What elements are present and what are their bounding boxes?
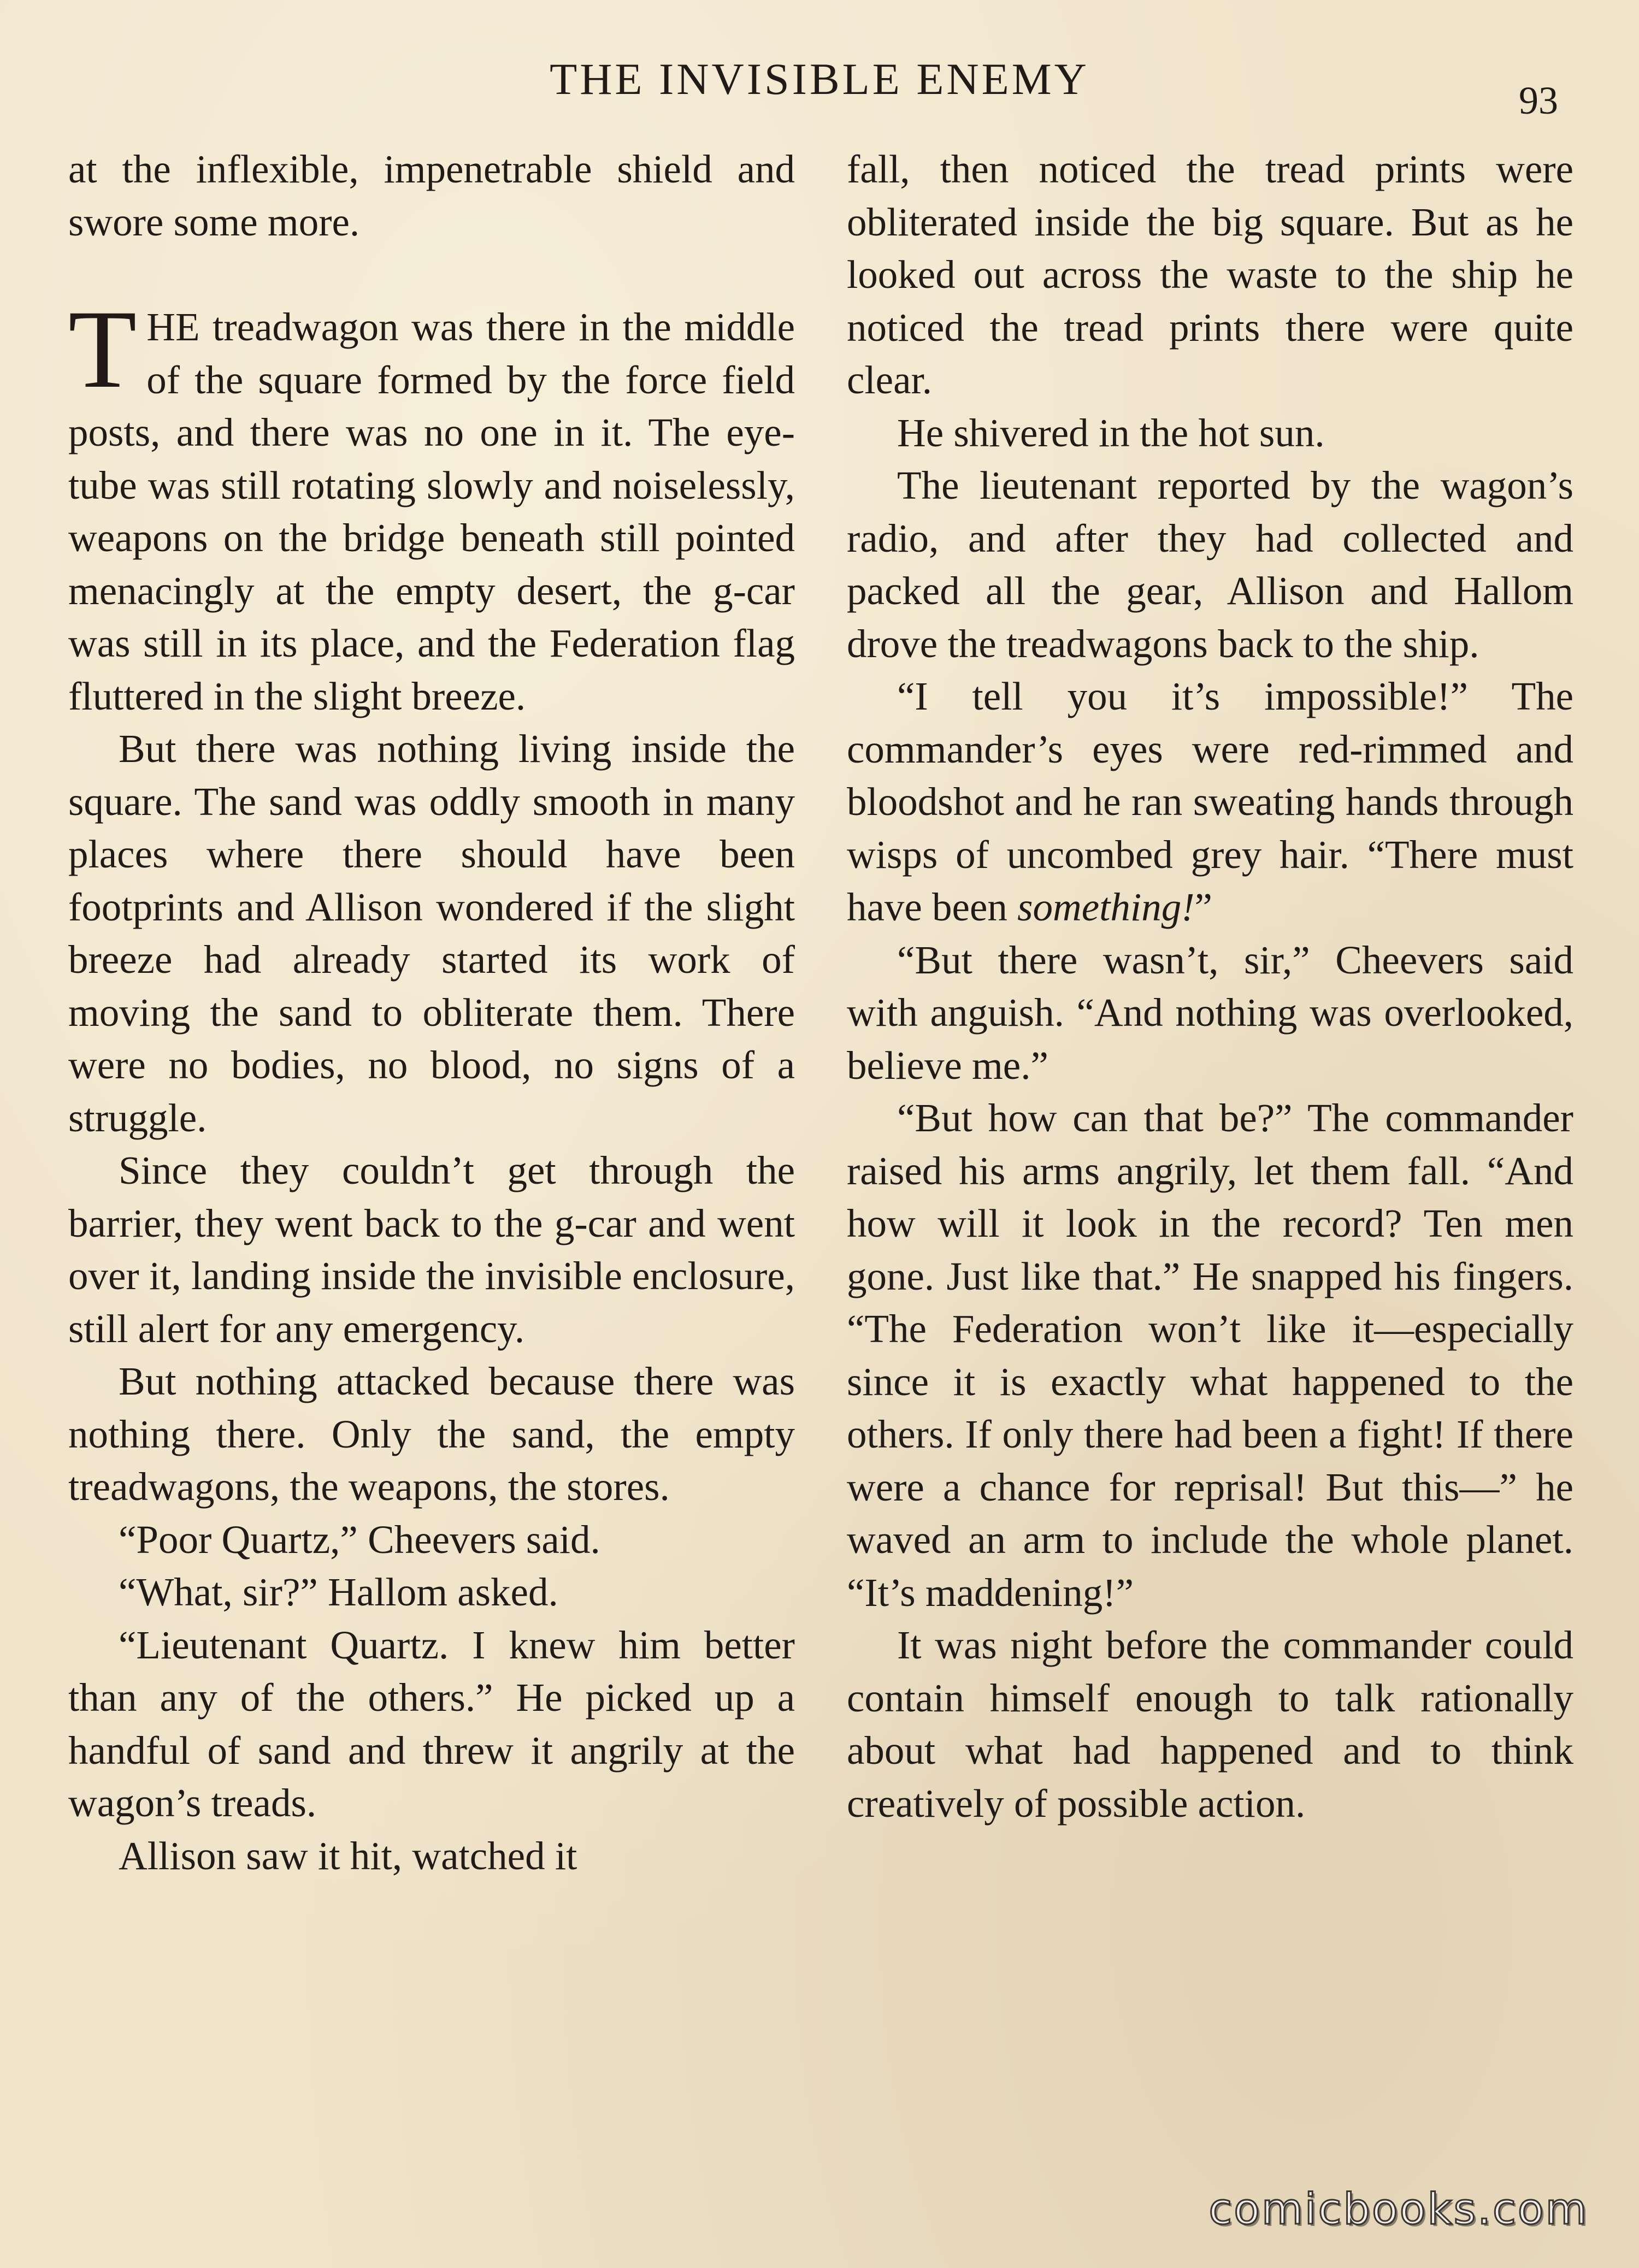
paragraph: “But how can that be?” The commander raised his arms angrily, let them fall. “And how will it look in the record? Ten men gone. Just like that.” He snapped his fingers. “The Federation won’t like it—especially since it is exactly what happened to the others. If only there had been a fight! If there were a chance for reprisal! But this—” he waved an arm to include the whole planet. “It’s maddening!” [847, 1096, 1573, 1615]
paragraph-text: HE treadwagon was there in the middle of the square formed by the force field posts, and there was no one in it. The eye-tube was still rotating slowly and noiselessly, weapons on the bridge beneath still pointed menacingly at the empty desert, the g-car was still in its place, and the Federation flag fluttered in the slight breeze. [68, 305, 795, 718]
running-head-title: THE INVISIBLE ENEMY [550, 54, 1089, 104]
paragraph: “What, sir?” Hallom asked. [119, 1570, 558, 1614]
paragraph: “Poor Quartz,” Cheevers said. [119, 1517, 600, 1562]
paragraph: “Lieutenant Quartz. I knew him better than any of the others.” He picked up a handful of sand and threw it angrily at the wagon’s treads. [68, 1622, 795, 1825]
paragraph: Since they couldn’t get through the barrier, they went back to the g-car and went over it, landing inside the invisible enclosure, still alert for any emergency. [68, 1148, 795, 1351]
right-column [847, 143, 1573, 1830]
drop-cap: T [68, 287, 137, 411]
paragraph [847, 670, 1573, 934]
left-column [68, 143, 795, 1882]
paragraph: But there was nothing living inside the square. The sand was oddly smooth in many places where there should have been footprints and Allison wondered if the slight breeze had already started its work of moving the sand to obliterate them. There were no bodies, no blood, no signs of a struggle. [68, 727, 795, 1140]
paragraph-text: “I tell you it’s impossible!” The commander’s eyes were red-rimmed and bloodshot and he ran sweating hands through wisps of uncombed grey hair. “There must have been [847, 674, 1573, 929]
paragraph: Allison saw it hit, watched it [119, 1833, 577, 1878]
paragraph: fall, then noticed the tread prints were obliterated inside the big square. But as he looked out across the waste to the ship he noticed the tread prints there were quite clear. [847, 147, 1573, 402]
paragraph: The lieutenant reported by the wagon’s radio, and after they had collected and packed all the gear, Allison and Hallom drove the treadwagons back to the ship. [847, 463, 1573, 666]
page-number: 93 [1519, 79, 1558, 122]
paragraph: “But there wasn’t, sir,” Cheevers said with anguish. “And nothing was overlooked, believe me.” [847, 937, 1573, 1088]
site-watermark: comicbooks.com [1208, 2185, 1589, 2234]
section-start-paragraph [68, 287, 795, 723]
closing-quote: ” [1194, 885, 1212, 929]
paragraph: He shivered in the hot sun. [897, 410, 1325, 455]
emphasis-text: something! [1017, 885, 1195, 929]
paragraph: But nothing attacked because there was nothing there. Only the sand, the empty treadwagons, the weapons, the stores. [68, 1359, 795, 1509]
paragraph: It was night before the commander could contain himself enough to talk rationally about what had happened and to think creatively of possible action. [847, 1623, 1573, 1826]
paragraph: at the inflexible, impenetrable shield and swore some more. [68, 147, 795, 244]
